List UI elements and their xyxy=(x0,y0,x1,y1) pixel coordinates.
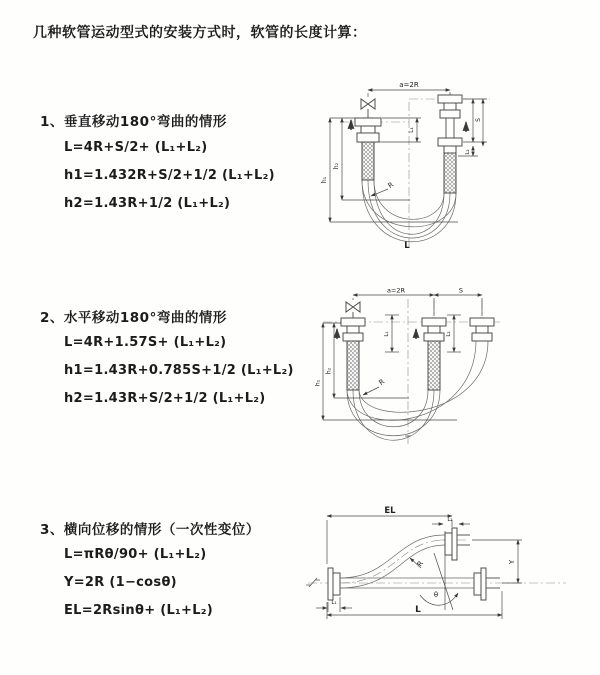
braided-hose-section xyxy=(444,153,456,193)
middle-pipe-fitting xyxy=(416,318,446,390)
dim-label-l2: L₂ xyxy=(465,149,471,155)
curved-hose xyxy=(340,535,445,588)
left-pipe-fitting xyxy=(351,99,381,180)
formula-3-el: EL=2Rsinθ+ (L₁+L₂) xyxy=(64,603,214,618)
formula-3-l: L=πRθ/90+ (L₁+L₂) xyxy=(64,547,207,562)
dim-label-theta: θ xyxy=(433,591,439,599)
right-pipe-fitting xyxy=(438,95,466,193)
dim-label-a2r: a=2R xyxy=(386,286,406,295)
dim-label-s: S xyxy=(475,118,482,122)
dim-label-h2: h₂ xyxy=(325,367,333,375)
section-2-heading: 2、水平移动180°弯曲的情形 xyxy=(40,310,227,326)
dim-label-s: S xyxy=(458,286,464,295)
dimensions xyxy=(316,506,522,619)
dim-label-l1: L₁ xyxy=(384,331,390,337)
upper-right-flange xyxy=(445,528,470,560)
dim-label-l: L xyxy=(415,605,421,615)
dim-label-r: R xyxy=(415,559,426,569)
section-1-heading: 1、垂直移动180°弯曲的情形 xyxy=(40,114,227,130)
valve-icon xyxy=(361,99,375,118)
left-pipe-fitting xyxy=(337,302,365,390)
dim-label-el: EL xyxy=(384,506,396,516)
dim-label-l2: L₂ xyxy=(446,331,452,337)
right-lower-flange xyxy=(474,568,500,600)
braided-hose-section xyxy=(347,341,359,390)
formula-1-h1: h1=1.432R+S/2+1/2 (L₁+L₂) xyxy=(64,168,275,183)
dimensions xyxy=(315,287,482,437)
dim-label-r: R xyxy=(386,180,396,191)
diagram-lateral-displacement xyxy=(300,498,595,643)
dim-label-h1: h₁ xyxy=(321,176,328,184)
dim-label-l: L xyxy=(404,241,410,251)
left-flange xyxy=(328,568,340,600)
dim-label-y: Y xyxy=(508,559,516,565)
hose-arcs xyxy=(347,341,488,440)
diagram-horizontal-movement xyxy=(315,283,595,473)
right-pipe-fitting xyxy=(470,318,494,341)
dim-label-l1: L₁ xyxy=(331,600,337,606)
dim-label-a2r: a=2R xyxy=(399,81,419,89)
diagram-vertical-movement xyxy=(310,68,595,263)
braided-hose-section xyxy=(428,341,440,390)
formula-2-h1: h1=1.43R+0.785S+1/2 (L₁+L₂) xyxy=(64,363,294,378)
formula-2-l: L=4R+1.57S+ (L₁+L₂) xyxy=(64,335,227,350)
formula-1-l: L=4R+S/2+ (L₁+L₂) xyxy=(64,140,208,155)
section-3-heading: 3、横向位移的情形（一次性变位） xyxy=(40,522,260,538)
valve-icon xyxy=(346,302,360,318)
dim-label-l1: L₁ xyxy=(408,127,415,133)
dim-label-l2: L₂ xyxy=(447,517,453,523)
dim-label-h2: h₂ xyxy=(333,162,340,170)
centerlines xyxy=(306,540,566,587)
formula-3-y: Y=2R (1−cosθ) xyxy=(64,575,177,590)
dimensions xyxy=(321,81,487,251)
dim-label-r: R xyxy=(377,377,387,388)
page-title: 几种软管运动型式的安装方式时，软管的长度计算： xyxy=(33,25,367,41)
centerline-break-symbol xyxy=(306,578,320,587)
formula-2-h2: h2=1.43R+S/2+1/2 (L₁+L₂) xyxy=(64,391,266,406)
braided-hose-section xyxy=(362,142,374,180)
dim-label-h1: h₁ xyxy=(315,379,322,387)
formula-1-h2: h2=1.43R+1/2 (L₁+L₂) xyxy=(64,196,231,211)
